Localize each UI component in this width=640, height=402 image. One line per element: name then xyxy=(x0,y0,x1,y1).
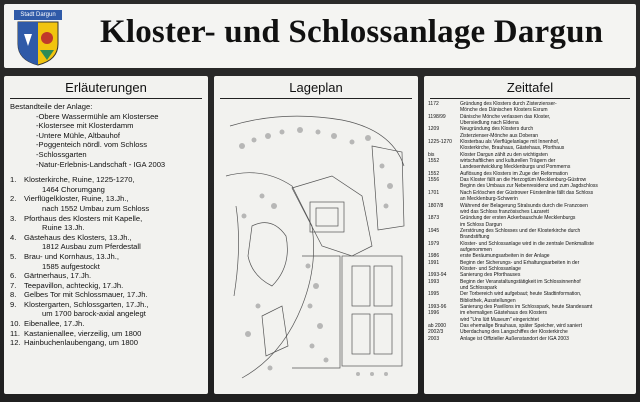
item-number: 6. xyxy=(10,271,17,281)
timeline-year: 1198/99 xyxy=(428,113,446,120)
item-text: Kastanienallee, vierzeilig, um 1800 xyxy=(24,328,142,338)
site-plan-map xyxy=(222,106,410,386)
item-number: 1. xyxy=(10,175,17,185)
timeline-text: Das Kloster fällt an die Herzogtüm Mecklenburg-Güstrow xyxy=(460,177,587,184)
list-item xyxy=(10,290,204,300)
timeline-year: 1172 xyxy=(428,101,439,107)
crest-label: Stadt Dargun xyxy=(14,10,62,20)
timeline-year: 1552 xyxy=(428,158,440,165)
explanations-panel xyxy=(4,76,208,394)
timeline-text: Übersiedlung nach Eldena xyxy=(460,120,519,127)
timeline-text: wirtschaftlichen und kulturellen Trägern der xyxy=(460,158,556,165)
timeline-text: Neugründung des Klosters durch xyxy=(460,126,534,133)
item-text: Hainbuchenlaubengang, um 1800 xyxy=(24,338,138,348)
components-intro: Bestandteile der Anlage: xyxy=(10,102,93,111)
timeline-text: Gründung der ersten Ackerbauschule Mecklenburgs xyxy=(460,215,576,222)
list-item xyxy=(10,338,204,348)
timeline-year: 1991 xyxy=(428,259,440,266)
timeline-text: Zerstörung des Schlosses und der Klosterkirche durch xyxy=(460,227,581,234)
item-text: Gärtnerhaus, 17.Jh. xyxy=(24,271,92,281)
timeline-text: Kloster Dargun zählt zu den wichtigsten xyxy=(460,151,548,158)
list-item xyxy=(10,223,204,233)
timeline-year: 1701 xyxy=(428,189,440,196)
timeline-text: Zisterzienser-Mönche aus Doberan xyxy=(460,132,539,139)
item-number: 7. xyxy=(10,280,17,290)
list-item xyxy=(10,329,204,339)
item-number: 10. xyxy=(10,319,21,329)
header-panel xyxy=(4,4,636,68)
timeline-year: 1556 xyxy=(428,177,440,184)
item-text: Gelbes Tor mit Schlossmauer, 17.Jh. xyxy=(24,290,148,300)
item-text: Pforthaus des Klosters mit Kapelle, xyxy=(24,213,143,223)
item-number: 8. xyxy=(10,290,17,300)
timeline-text: und Schlosspark xyxy=(460,284,497,291)
timeline-text: Das ehemalige Brauhaus, später Speicher, wird saniert xyxy=(460,323,583,330)
list-item xyxy=(10,300,204,310)
item-number: 3. xyxy=(10,213,17,223)
site-plan-heading: Lageplan xyxy=(289,80,343,95)
timeline-year: bis xyxy=(428,151,435,158)
timeline-list xyxy=(428,101,633,342)
timeline-text: Kloster- und Schlossanlage wird in die zentrale Denkmalliste xyxy=(460,240,594,247)
town-crest xyxy=(14,10,62,66)
list-item xyxy=(10,319,204,329)
timeline-text: Beginn der Veranstaltungstätigkeit im Schlossinnenhof xyxy=(460,278,581,285)
timeline-year: 1995 xyxy=(428,291,440,298)
item-number: 5. xyxy=(10,251,17,261)
list-item xyxy=(10,175,204,185)
timeline-year: 1945 xyxy=(428,227,440,234)
item-text: Teepavillon, achteckig, 17.Jh. xyxy=(24,280,124,290)
timeline-year: 1979 xyxy=(428,240,440,247)
timeline-year: 1993 xyxy=(428,278,440,285)
timeline-text: Während der Belagerung Stralsunds durch die Franzosen xyxy=(460,202,588,209)
timeline-heading: Zeittafel xyxy=(506,80,554,95)
item-text: Brau- und Kornhaus, 13.Jh., xyxy=(24,251,119,261)
timeline-text: Beginn der Sicherungs- und Erhaltungsarbeiten in der xyxy=(460,259,580,266)
numbered-list xyxy=(10,175,204,348)
list-item xyxy=(10,185,204,195)
item-text: 1585 aufgestockt xyxy=(42,261,100,271)
timeline-text: Klosterkirche, Brauhaus, Gästehaus, Pforthaus xyxy=(460,145,565,152)
component-item: -Untere Mühle, Altbauhof xyxy=(36,130,121,140)
timeline-year: 1993-96 xyxy=(428,304,447,310)
timeline-text: Sanierung des Pavillons im Schlosspark, heute Standesamt xyxy=(460,304,593,310)
list-item xyxy=(10,233,204,243)
timeline-year: 1993-94 xyxy=(428,272,447,279)
timeline-text: Kloster- und Schlossanlage xyxy=(460,265,521,272)
explanations-heading: Erläuterungen xyxy=(65,80,147,95)
timeline-text: Beginn des Umbaus zur Nebenresidenz und zum Jagdschloss xyxy=(460,183,598,190)
list-item xyxy=(10,271,204,281)
list-item xyxy=(10,262,204,272)
timeline-year: 1986 xyxy=(428,253,440,260)
list-item xyxy=(10,252,204,262)
component-item: -Klostersee mit Klosterdamm xyxy=(36,121,134,131)
list-item xyxy=(10,242,204,252)
item-number xyxy=(10,309,24,319)
timeline-text: erste Beräumungsarbeiten in der Anlage xyxy=(460,253,550,260)
timeline-text: im Schloss Dargun xyxy=(460,221,502,228)
heading-divider xyxy=(430,98,630,99)
item-text: Ruine 13.Jh. xyxy=(42,223,85,233)
timeline-text: Mönche des Dänischen Klosters Esrum xyxy=(460,107,548,114)
item-number xyxy=(10,262,24,272)
timeline-year: 2003 xyxy=(428,335,440,342)
timeline-text: Dänische Mönche verlassen das Kloster, xyxy=(460,113,551,120)
item-number xyxy=(10,204,24,214)
item-text: Vierflügelkloster, Ruine, 13.Jh., xyxy=(24,194,129,204)
timeline-text: Gründung des Klosters durch Zisterzienser- xyxy=(460,101,557,107)
list-item xyxy=(10,309,204,319)
timeline-text: im ehemaligen Gästehaus des Klosters xyxy=(460,310,547,317)
item-number: 11. xyxy=(10,328,20,338)
timeline-year: 1807/8 xyxy=(428,202,444,209)
timeline-text: Sanierung des Pforthauses xyxy=(460,272,521,279)
timeline-text: Brandstiftung xyxy=(460,234,490,241)
component-item: -Poggenteich nördl. vom Schloss xyxy=(36,140,148,150)
item-text: um 1700 barock-axial angelegt xyxy=(42,309,146,319)
timeline-year: 1873 xyxy=(428,215,440,222)
item-text: Gästehaus des Klosters, 13.Jh., xyxy=(24,232,132,242)
item-number: 12. xyxy=(10,338,21,348)
timeline-panel xyxy=(424,76,636,394)
list-item xyxy=(10,194,204,204)
item-text: 1812 Ausbau zum Pferdestall xyxy=(42,242,141,252)
item-text: nach 1552 Umbau zum Schloss xyxy=(42,203,150,213)
timeline-year: 2002/3 xyxy=(428,329,444,336)
list-item xyxy=(10,204,204,214)
item-number: 2. xyxy=(10,194,17,204)
timeline-text: wird "Uns lütt Museum" eingerichtet xyxy=(460,316,539,323)
item-text: Klosterkirche, Ruine, 1225-1270, xyxy=(24,175,135,185)
component-item: -Natur-Erlebnis-Landschaft - IGA 2003 xyxy=(36,159,166,169)
timeline-text: Auflösung des Klosters im Zuge der Reformation xyxy=(460,170,568,177)
timeline-text: Überdachung des Langschiffes der Klosterkirche xyxy=(460,329,568,336)
timeline-text: an Mecklenburg-Schwerin xyxy=(460,196,518,203)
item-number xyxy=(10,223,24,233)
timeline-year: 1996 xyxy=(428,310,440,317)
timeline-text: wird das Schloss französisches Lazarett xyxy=(460,208,549,215)
explanations-body xyxy=(10,102,204,348)
item-text: Klostergarten, Schlossgarten, 17.Jh., xyxy=(24,299,149,309)
timeline-year: ab 2000 xyxy=(428,323,447,330)
item-text: 1464 Chorumgang xyxy=(42,184,105,194)
item-number xyxy=(10,242,24,252)
item-number: 4. xyxy=(10,232,17,242)
timeline-text: aufgenommen xyxy=(460,246,492,253)
heading-divider xyxy=(10,98,202,99)
heading-divider xyxy=(220,98,412,99)
item-number: 9. xyxy=(10,299,17,309)
page-title: Kloster- und Schlossanlage Dargun xyxy=(100,14,604,50)
timeline-year: 1209 xyxy=(428,126,440,133)
list-item xyxy=(10,214,204,224)
timeline-text: Klosterbau als Vierflügelanlage mit Innenhof, xyxy=(460,139,560,146)
item-text: Eibenallee, 17.Jh. xyxy=(24,319,85,329)
timeline-text: Bibliothek, Ausstellungen xyxy=(460,297,516,304)
item-number xyxy=(10,185,24,195)
site-plan-panel xyxy=(214,76,418,394)
timeline-text: Der Torbereich wird aufgebaut; heute Stadtinformation, xyxy=(460,291,582,298)
timeline-text: Landesentwicklung Mecklenburgs und Pommerns xyxy=(460,164,571,171)
timeline-year: 1225-1270 xyxy=(428,139,452,146)
timeline-text: Anlage ist Offizieller Außenstandort der IGA 2003 xyxy=(460,335,569,342)
timeline-text: Nach Erlöschen der Güstrower Fürstenlinie fällt das Schloss xyxy=(460,189,594,196)
component-item: -Schlossgarten xyxy=(36,149,87,159)
timeline-year: 1552 xyxy=(428,170,440,177)
timeline-row xyxy=(428,336,633,342)
component-item: -Obere Wassermühle am Klostersee xyxy=(36,111,159,121)
list-item xyxy=(10,281,204,291)
